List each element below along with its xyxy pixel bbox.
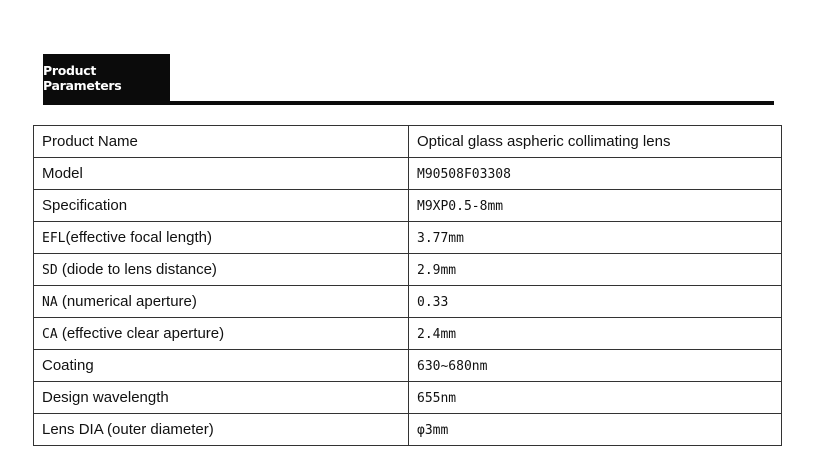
parameter-value-cell [409,286,782,318]
parameter-value: 655nm [417,391,457,406]
parameter-name: Product Name [42,133,138,150]
parameter-name-cell [34,286,409,318]
parameter-value-cell [409,254,782,286]
parameter-row [34,158,782,190]
section-divider [43,101,774,105]
parameter-value-cell [409,222,782,254]
parameter-name: Design wavelength [42,389,169,406]
parameter-abbreviation: EFL [42,231,66,246]
parameter-name: (effective clear aperture) [57,325,225,342]
parameter-name: (diode to lens distance) [57,261,217,278]
parameter-name-cell [34,222,409,254]
parameter-value: M9XP0.5-8mm [417,199,504,214]
parameter-name: Model [42,165,83,182]
parameter-value-cell [409,190,782,222]
parameter-value: 3.77mm [417,231,464,246]
parameter-name-cell [34,382,409,414]
parameter-value-cell [409,318,782,350]
parameter-row [34,286,782,318]
parameter-row [34,318,782,350]
section-title-label: Product Parameters [43,63,122,93]
parameter-value: 2.9mm [417,263,457,278]
parameter-name: Coating [42,357,94,374]
parameter-row [34,350,782,382]
parameter-name-cell [34,158,409,190]
parameter-value-cell [409,158,782,190]
parameter-name: Lens DIA (outer diameter) [42,421,214,438]
parameter-row [34,190,782,222]
parameter-row [34,382,782,414]
parameter-value-cell [409,414,782,446]
parameter-name: Specification [42,197,128,214]
parameter-name-cell [34,126,409,158]
parameter-row [34,222,782,254]
parameter-abbreviation: CA [42,327,58,342]
parameter-value-cell [409,350,782,382]
parameter-name-cell [34,350,409,382]
section-title [43,54,170,102]
parameter-name: (numerical aperture) [57,293,197,310]
parameters-body [34,126,782,446]
parameter-row [34,414,782,446]
parameter-row [34,126,782,158]
parameter-value: 0.33 [417,295,449,310]
parameter-name-cell [34,190,409,222]
parameter-value: 2.4mm [417,327,457,342]
parameter-value: φ3mm [417,423,449,438]
parameter-value-cell [409,126,782,158]
parameter-abbreviation: NA [42,295,58,310]
parameter-row [34,254,782,286]
parameter-name: (effective focal length) [65,229,212,246]
parameter-value-cell [409,382,782,414]
parameter-value: M90508F03308 [417,167,511,182]
parameter-value: Optical glass aspheric collimating lens [417,133,671,150]
product-parameters-table [33,125,782,446]
parameter-value: 630~680nm [417,359,488,374]
parameter-name-cell [34,414,409,446]
parameter-abbreviation: SD [42,263,58,278]
parameter-name-cell [34,254,409,286]
parameter-name-cell [34,318,409,350]
